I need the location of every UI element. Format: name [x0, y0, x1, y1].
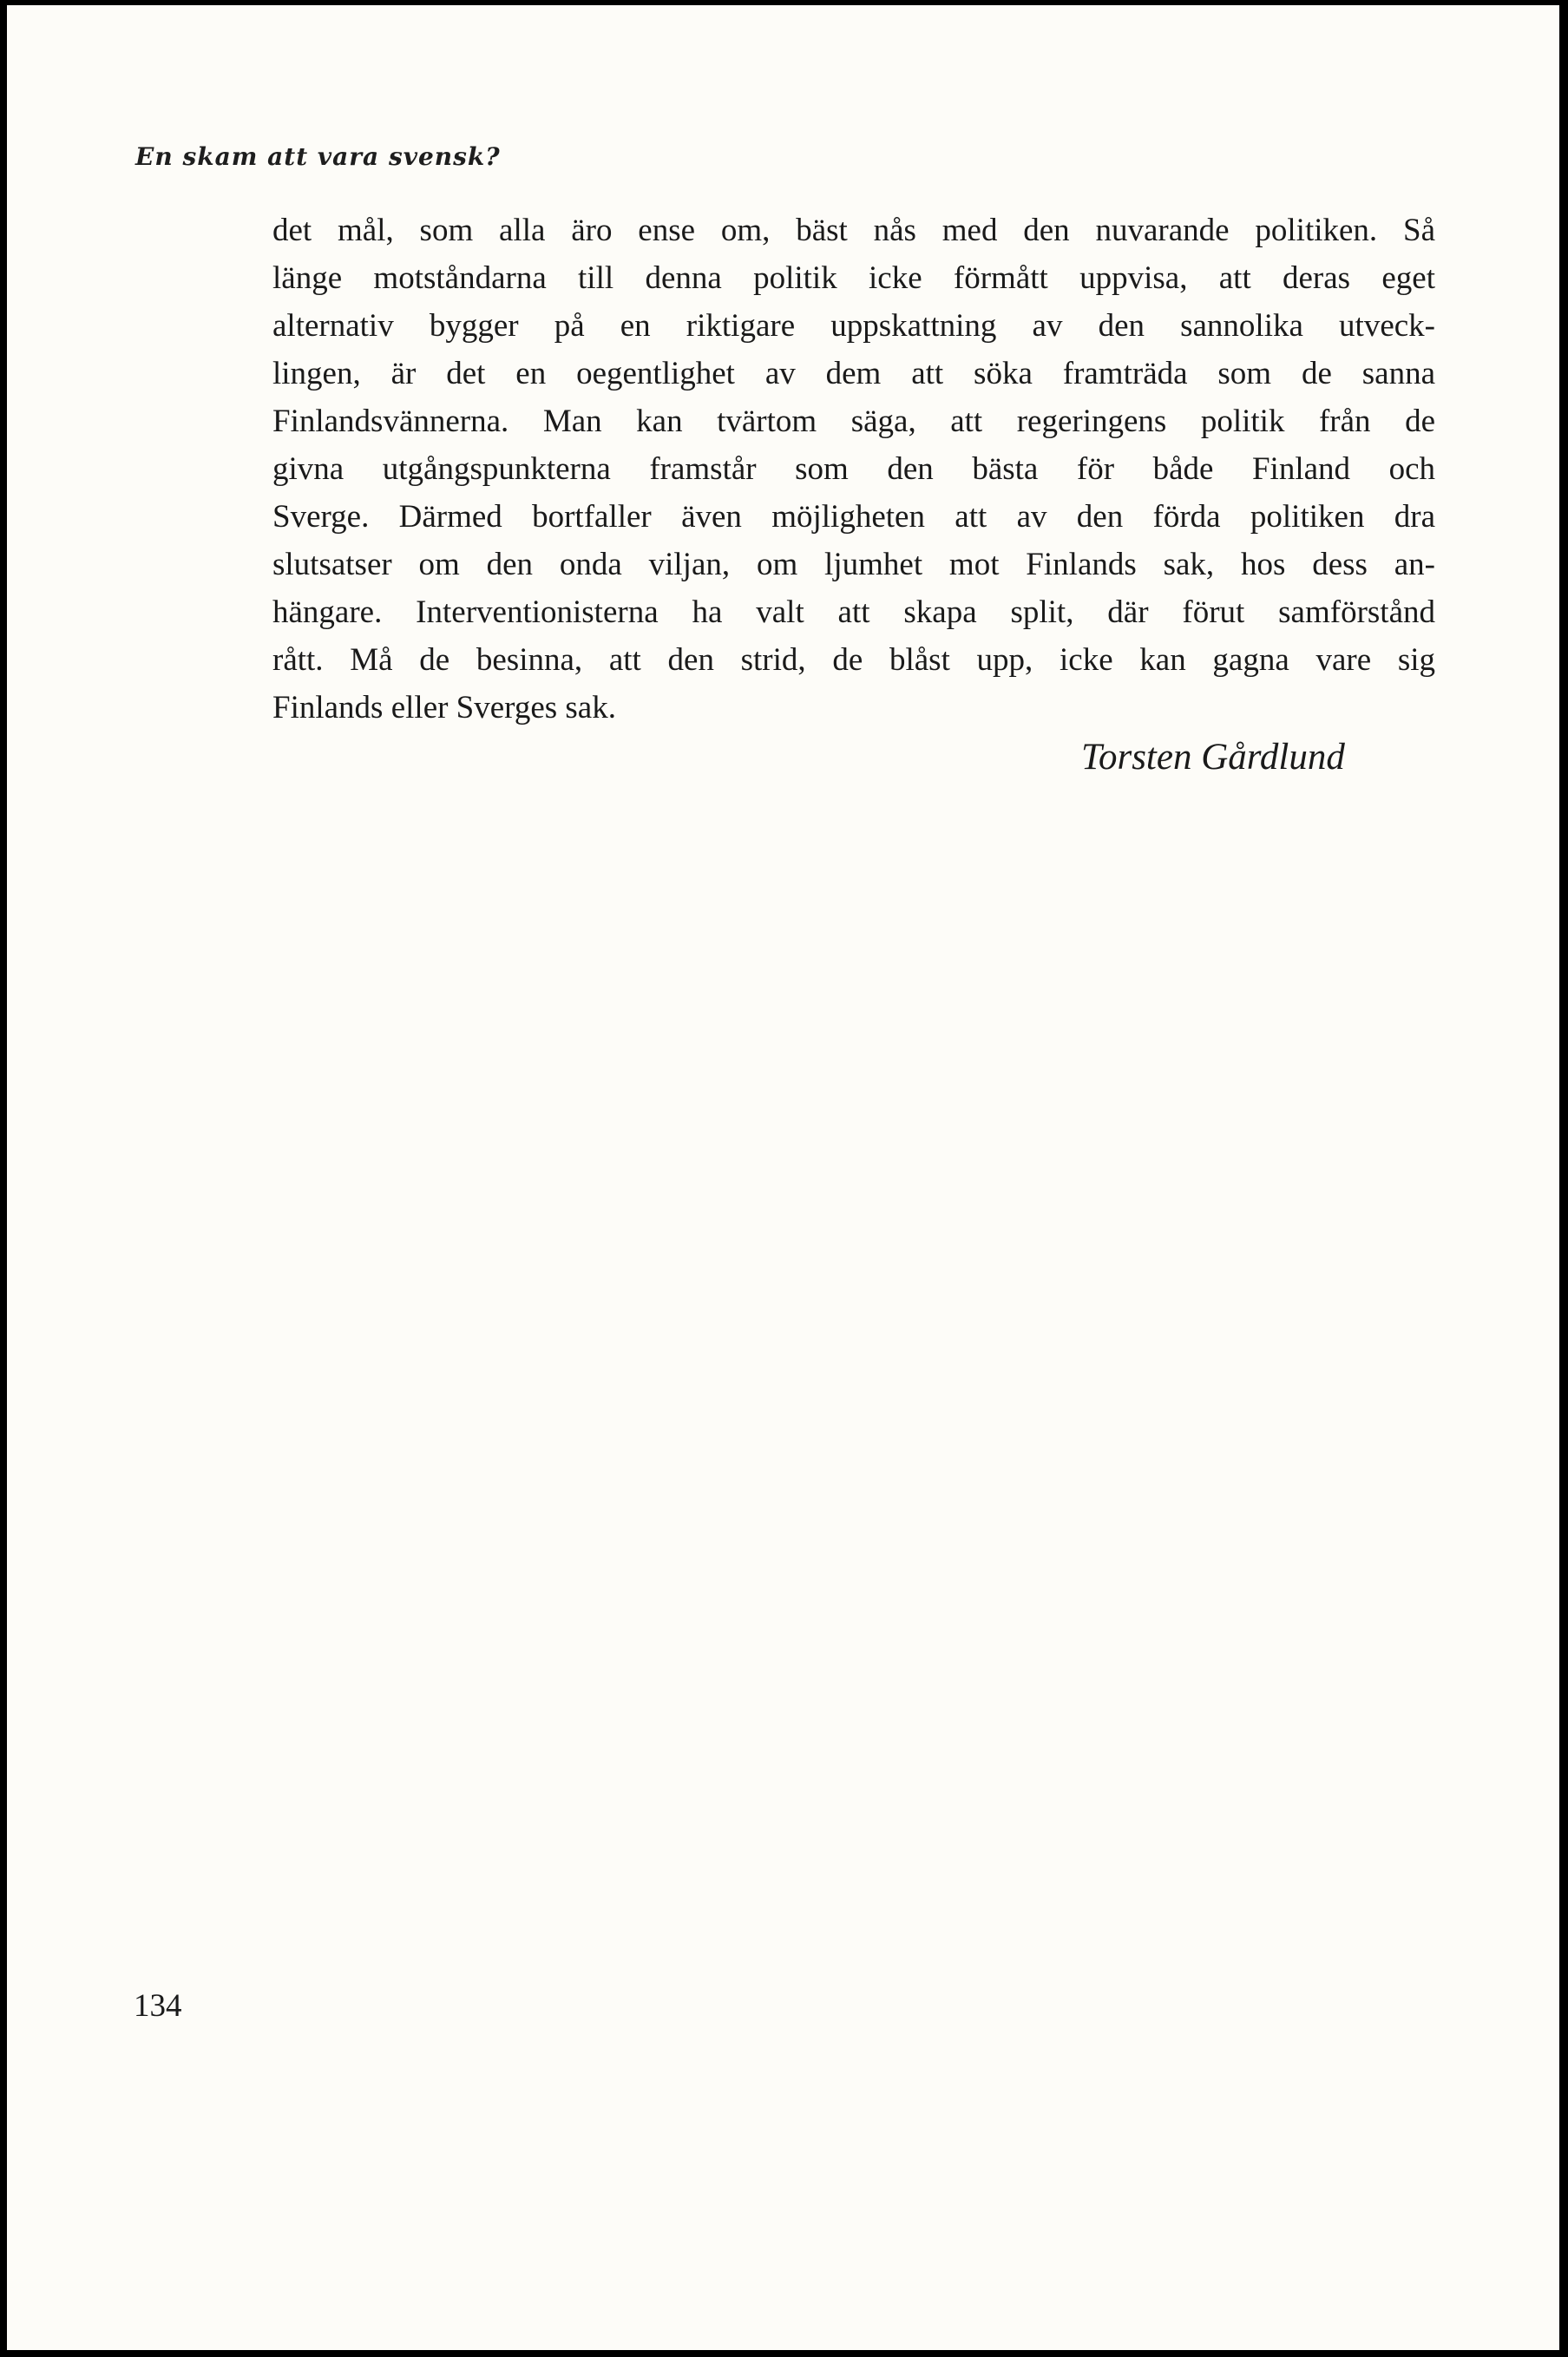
- running-head: En skam att vara svensk?: [135, 142, 501, 171]
- text-line: det mål, som alla äro ense om, bäst nås med den nuvarande politiken. Så: [272, 213, 1435, 248]
- text-line: Finlands eller Sverges sak.: [272, 690, 616, 725]
- body-paragraph: [272, 207, 1435, 732]
- text-line: Sverge. Därmed bortfaller även möjligheten att av den förda politiken dra: [272, 499, 1435, 535]
- page-number: 134: [134, 1988, 182, 2024]
- text-line: hängare. Interventionisterna ha valt att skapa split, där förut samförstånd: [272, 594, 1435, 630]
- text-line: lingen, är det en oegentlighet av dem att söka framträda som de sanna: [272, 356, 1435, 391]
- text-line: slutsatser om den onda viljan, om ljumhet mot Finlands sak, hos dess an-: [272, 547, 1435, 582]
- book-page: [7, 5, 1559, 2350]
- text-line: Finlandsvännerna. Man kan tvärtom säga, att regeringens politik från de: [272, 404, 1435, 439]
- text-line: givna utgångspunkterna framstår som den bästa för både Finland och: [272, 451, 1435, 487]
- text-line: rått. Må de besinna, att den strid, de blåst upp, icke kan gagna vare sig: [272, 642, 1435, 678]
- author-signature: Torsten Gårdlund: [1081, 737, 1345, 778]
- text-line: länge motståndarna till denna politik icke förmått uppvisa, att deras eget: [272, 260, 1435, 296]
- text-line: alternativ bygger på en riktigare uppskattning av den sannolika utveck-: [272, 308, 1435, 344]
